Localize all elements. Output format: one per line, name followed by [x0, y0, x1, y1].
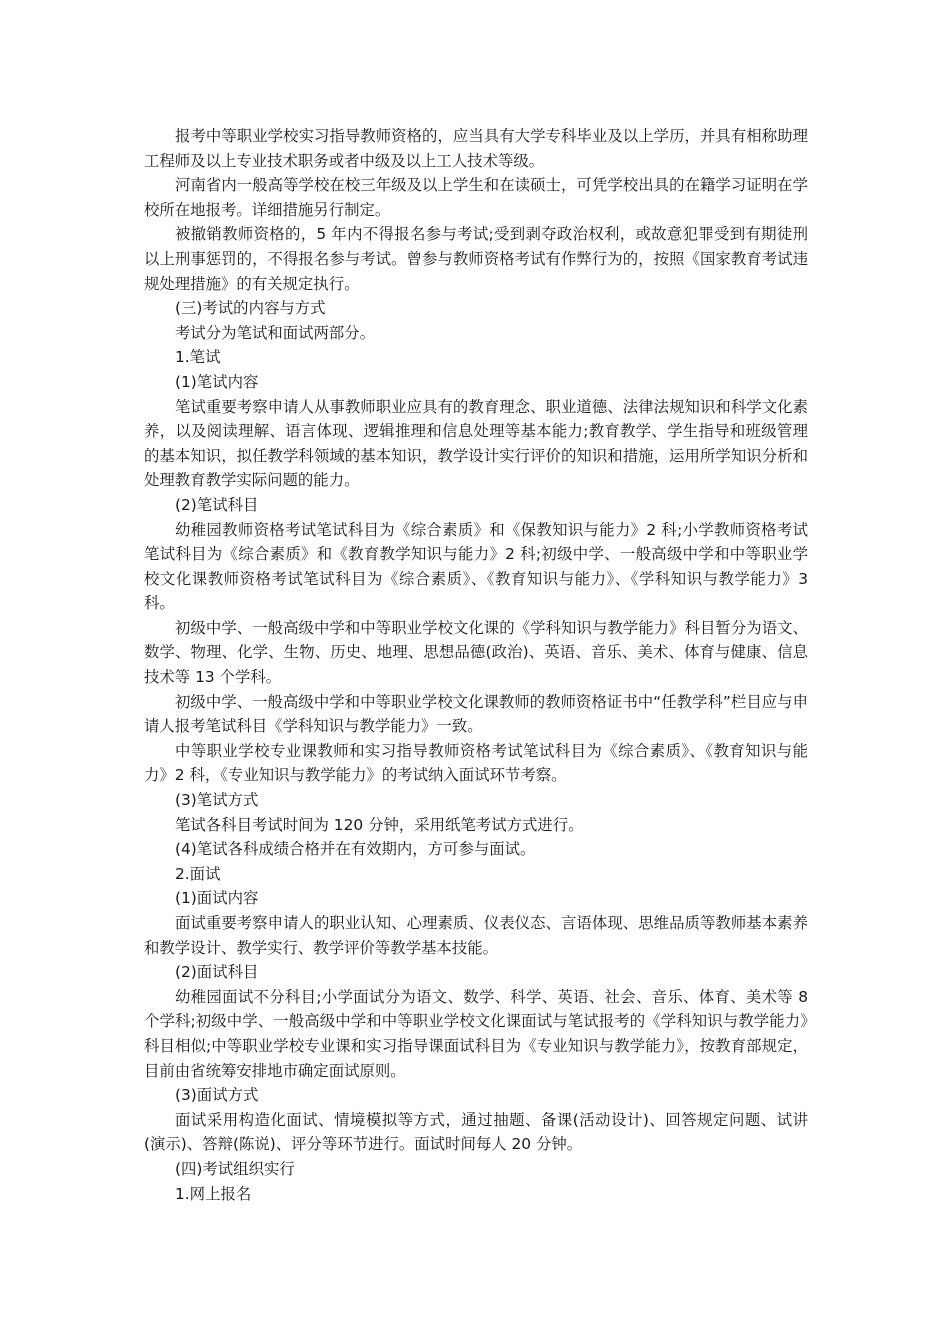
paragraph: (4)笔试各科成绩合格并在有效期内，方可参与面试。 — [175, 840, 536, 859]
document-body — [144, 124, 808, 1206]
paragraph: 报考中等职业学校实习指导教师资格的，应当具有大学专科毕业及以上学历，并具有相称助理工程师及以上专业技术职务或者中级及以上工人技术等级。 — [144, 127, 808, 170]
item-heading: (3)面试方式 — [175, 1086, 259, 1105]
paragraph: 中等职业学校专业课教师和实习指导教师资格考试笔试科目为《综合素质》、《教育知识与能力》2 科，《专业知识与教学能力》的考试纳入面试环节考察。 — [144, 741, 808, 785]
item-heading: (1)笔试内容 — [175, 372, 259, 391]
paragraph: 幼稚园教师资格考试笔试科目为《综合素质》和《保教知识与能力》2 科;小学教师资格考试笔试科目为《综合素质》和《教育教学知识与能力》2 科;初级中学、一般高级中学和中等职业学校文化课教师资格考试笔试科目为《综合素质》、《教育知识与能力》、《学科知识与教学能力》3 科。 — [144, 520, 808, 613]
paragraph: 笔试重要考察申请人从事教师职业应具有的教育理念、职业道德、法律法规知识和科学文化素养，以及阅读理解、语言体现、逻辑推理和信息处理等基本能力;教育教学、学生指导和班级管理的基本知识，拟任教学科领域的基本知识，教学设计实行评价的知识和措施，运用所学知识分析和处理教育教学实际问题的能力。 — [144, 397, 808, 490]
subsection-heading: 1.笔试 — [175, 348, 221, 367]
paragraph: 被撤销教师资格的，5 年内不得报名参与考试;受到剥夺政治权利，或故意犯罪受到有期徒刑以上刑事惩罚的，不得报名参与考试。曾参与教师资格考试有作弊行为的，按照《国家教育考试违规处理措施》的有关规定执行。 — [144, 225, 808, 293]
item-heading: (1)面试内容 — [175, 889, 259, 908]
item-heading: (2)笔试科目 — [175, 495, 259, 514]
paragraph: 面试采用构造化面试、情境模拟等方式，通过抽题、备课(活动设计)、回答规定问题、试讲(演示)、答辩(陈说)、评分等环节进行。面试时间每人 20 分钟。 — [144, 1110, 808, 1154]
subsection-heading: 2.面试 — [175, 864, 221, 883]
item-heading: (3)笔试方式 — [175, 791, 259, 810]
paragraph: 面试重要考察申请人的职业认知、心理素质、仪表仪态、言语体现、思维品质等教师基本素养和教学设计、教学实行、教学评价等教学基本技能。 — [144, 914, 808, 957]
subsection-heading: 1.网上报名 — [175, 1184, 252, 1203]
paragraph: 初级中学、一般高级中学和中等职业学校文化课的《学科知识与教学能力》科目暂分为语文、数学、物理、化学、生物、历史、地理、思想品德(政治)、英语、音乐、美术、体育与健康、信息技术等 13 个学科。 — [144, 618, 808, 687]
paragraph: 笔试各科目考试时间为 120 分钟，采用纸笔考试方式进行。 — [175, 815, 584, 834]
paragraph: 幼稚园面试不分科目;小学面试分为语文、数学、科学、英语、社会、音乐、体育、美术等 8 个学科;初级中学、一般高级中学和中等职业学校文化课面试与笔试报考的《学科知识与教学能力》科目相似;中等职业学校专业课和实习指导课面试科目为《专业知识与教学能力》，按教育部规定，目前由省统筹安排地市确定面试原则。 — [144, 987, 808, 1080]
paragraph: 河南省内一般高等学校在校三年级及以上学生和在读硕士，可凭学校出具的在籍学习证明在学校所在地报考。详细措施另行制定。 — [144, 176, 808, 219]
section-heading: (三)考试的内容与方式 — [175, 299, 326, 318]
item-heading: (2)面试科目 — [175, 963, 259, 982]
paragraph: 初级中学、一般高级中学和中等职业学校文化课教师的教师资格证书中“任教学科”栏目应与申请人报考笔试科目《学科知识与教学能力》一致。 — [144, 692, 808, 736]
paragraph: 考试分为笔试和面试两部分。 — [175, 323, 376, 342]
section-heading: (四)考试组织实行 — [175, 1159, 295, 1178]
